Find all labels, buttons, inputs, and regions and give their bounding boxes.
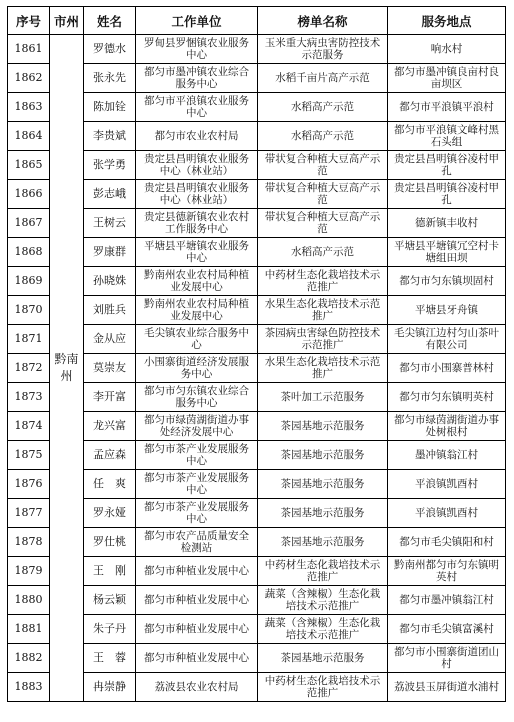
row-number: 1862	[8, 64, 50, 93]
work-unit: 都匀市农产品质量安全检测站	[136, 528, 258, 557]
work-unit: 小围寨街道经济发展服务中心	[136, 354, 258, 383]
row-number: 1871	[8, 325, 50, 354]
person-name: 罗康群	[84, 238, 136, 267]
work-unit: 都匀市平浪镇农业服务中心	[136, 93, 258, 122]
row-number: 1881	[8, 615, 50, 644]
work-unit: 都匀市匀东镇农业综合服务中心	[136, 383, 258, 412]
service-location: 黔南州都匀市匀东镇明英村	[388, 557, 506, 586]
service-location: 都匀市绿茵湖街道办事处树根村	[388, 412, 506, 441]
service-location: 平浪镇凯酉村	[388, 470, 506, 499]
honor-title: 茶园基地示范服务	[258, 412, 388, 441]
person-name: 罗永娅	[84, 499, 136, 528]
work-unit: 荔波县农业农村局	[136, 673, 258, 702]
person-name: 孟应森	[84, 441, 136, 470]
service-location: 平塘县平塘镇冗空村卡塘组田坝	[388, 238, 506, 267]
service-location: 毛尖镇江边村匀山茶叶有限公司	[388, 325, 506, 354]
row-number: 1874	[8, 412, 50, 441]
person-name: 孙晓姝	[84, 267, 136, 296]
table-row	[8, 35, 506, 64]
person-name: 龙兴富	[84, 412, 136, 441]
roster-table	[7, 6, 506, 702]
row-number: 1877	[8, 499, 50, 528]
service-location: 平塘县牙舟镇	[388, 296, 506, 325]
honor-title: 玉米重大病虫害防控技术示范服务	[258, 35, 388, 64]
work-unit: 都匀市种植业发展中心	[136, 644, 258, 673]
work-unit: 都匀市种植业发展中心	[136, 615, 258, 644]
person-name: 王 蓉	[84, 644, 136, 673]
honor-title: 茶叶加工示范服务	[258, 383, 388, 412]
work-unit: 都匀市茶产业发展服务中心	[136, 470, 258, 499]
row-number: 1864	[8, 122, 50, 151]
person-name: 冉崇静	[84, 673, 136, 702]
service-location: 都匀市墨冲镇良亩村良亩坝区	[388, 64, 506, 93]
service-location: 都匀市匀东镇明英村	[388, 383, 506, 412]
honor-title: 中药材生态化栽培技术示范推广	[258, 267, 388, 296]
service-location: 都匀市小围寨街道团山村	[388, 644, 506, 673]
person-name: 王树云	[84, 209, 136, 238]
table-header-row	[8, 7, 506, 35]
person-name: 陈加铨	[84, 93, 136, 122]
header-seq: 序号	[8, 7, 50, 35]
row-number: 1869	[8, 267, 50, 296]
row-number: 1861	[8, 35, 50, 64]
service-location: 墨冲镇翁江村	[388, 441, 506, 470]
person-name: 杨云颖	[84, 586, 136, 615]
honor-title: 水稻高产示范	[258, 93, 388, 122]
work-unit: 罗甸县罗悃镇农业服务中心	[136, 35, 258, 64]
person-name: 张学勇	[84, 151, 136, 180]
honor-title: 蔬菜（含辣椒）生态化栽培技术示范推广	[258, 615, 388, 644]
row-number: 1865	[8, 151, 50, 180]
person-name: 李贵斌	[84, 122, 136, 151]
honor-title: 带状复合种植大豆高产示范	[258, 180, 388, 209]
person-name: 金从应	[84, 325, 136, 354]
person-name: 刘胜兵	[84, 296, 136, 325]
row-number: 1882	[8, 644, 50, 673]
service-location: 都匀市匀东镇坝固村	[388, 267, 506, 296]
header-city: 市州	[50, 7, 84, 35]
work-unit: 黔南州农业农村局种植业发展中心	[136, 267, 258, 296]
row-number: 1863	[8, 93, 50, 122]
service-location: 贵定县昌明镇谷凌村甲孔	[388, 151, 506, 180]
service-location: 都匀市小围寨普林村	[388, 354, 506, 383]
row-number: 1867	[8, 209, 50, 238]
service-location: 德新镇丰收村	[388, 209, 506, 238]
city-cell: 黔南州	[50, 35, 84, 702]
honor-title: 带状复合种植大豆高产示范	[258, 151, 388, 180]
row-number: 1876	[8, 470, 50, 499]
honor-title: 茶园基地示范服务	[258, 499, 388, 528]
honor-title: 水稻高产示范	[258, 238, 388, 267]
row-number: 1883	[8, 673, 50, 702]
row-number: 1872	[8, 354, 50, 383]
work-unit: 平塘县平塘镇农业服务中心	[136, 238, 258, 267]
row-number: 1870	[8, 296, 50, 325]
work-unit: 都匀市农业农村局	[136, 122, 258, 151]
work-unit: 贵定县昌明镇农业服务中心（林业站）	[136, 151, 258, 180]
person-name: 莫崇友	[84, 354, 136, 383]
honor-title: 中药材生态化栽培技术示范推广	[258, 673, 388, 702]
honor-title: 水稻千亩片高产示范	[258, 64, 388, 93]
work-unit: 毛尖镇农业综合服务中心	[136, 325, 258, 354]
service-location: 贵定县昌明镇谷凌村甲孔	[388, 180, 506, 209]
person-name: 罗仕桃	[84, 528, 136, 557]
honor-title: 水果生态化栽培技术示范推广	[258, 296, 388, 325]
honor-title: 水果生态化栽培技术示范推广	[258, 354, 388, 383]
service-location: 都匀市平浪镇文峰村黑石头组	[388, 122, 506, 151]
row-number: 1875	[8, 441, 50, 470]
work-unit: 都匀市茶产业发展服务中心	[136, 499, 258, 528]
honor-title: 茶园病虫害绿色防控技术示范推广	[258, 325, 388, 354]
row-number: 1868	[8, 238, 50, 267]
person-name: 张永先	[84, 64, 136, 93]
service-location: 平浪镇凯酉村	[388, 499, 506, 528]
header-unit: 工作单位	[136, 7, 258, 35]
work-unit: 都匀市绿茵湖街道办事处经济发展中心	[136, 412, 258, 441]
honor-title: 茶园基地示范服务	[258, 470, 388, 499]
honor-title: 茶园基地示范服务	[258, 528, 388, 557]
honor-title: 水稻高产示范	[258, 122, 388, 151]
row-number: 1880	[8, 586, 50, 615]
honor-title: 带状复合种植大豆高产示范	[258, 209, 388, 238]
work-unit: 都匀市种植业发展中心	[136, 586, 258, 615]
row-number: 1879	[8, 557, 50, 586]
service-location: 荔波县玉屏街道水浦村	[388, 673, 506, 702]
work-unit: 贵定县昌明镇农业服务中心（林业站）	[136, 180, 258, 209]
service-location: 都匀市毛尖镇富溪村	[388, 615, 506, 644]
person-name: 罗德水	[84, 35, 136, 64]
work-unit: 贵定县德新镇农业农村工作服务中心	[136, 209, 258, 238]
header-honor: 榜单名称	[258, 7, 388, 35]
row-number: 1873	[8, 383, 50, 412]
work-unit: 黔南州农业农村局种植业发展中心	[136, 296, 258, 325]
work-unit: 都匀市茶产业发展服务中心	[136, 441, 258, 470]
header-name: 姓名	[84, 7, 136, 35]
person-name: 李开富	[84, 383, 136, 412]
work-unit: 都匀市墨冲镇农业综合服务中心	[136, 64, 258, 93]
roster-table-container	[7, 6, 506, 702]
person-name: 任 爽	[84, 470, 136, 499]
honor-title: 茶园基地示范服务	[258, 644, 388, 673]
table-body	[8, 35, 506, 702]
header-place: 服务地点	[388, 7, 506, 35]
row-number: 1866	[8, 180, 50, 209]
honor-title: 茶园基地示范服务	[258, 441, 388, 470]
service-location: 都匀市平浪镇平浪村	[388, 93, 506, 122]
work-unit: 都匀市种植业发展中心	[136, 557, 258, 586]
service-location: 响水村	[388, 35, 506, 64]
person-name: 朱子丹	[84, 615, 136, 644]
honor-title: 蔬菜（含辣椒）生态化栽培技术示范推广	[258, 586, 388, 615]
person-name: 王 刚	[84, 557, 136, 586]
row-number: 1878	[8, 528, 50, 557]
honor-title: 中药材生态化栽培技术示范推广	[258, 557, 388, 586]
service-location: 都匀市毛尖镇阳和村	[388, 528, 506, 557]
person-name: 彭志峨	[84, 180, 136, 209]
service-location: 都匀市墨冲镇翁江村	[388, 586, 506, 615]
